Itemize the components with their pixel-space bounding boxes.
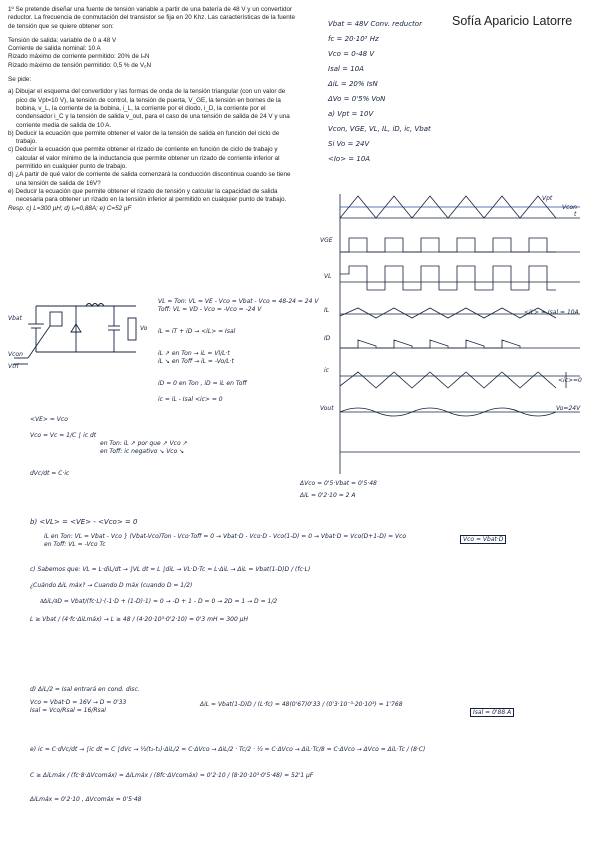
vge-wave bbox=[340, 238, 556, 252]
note-line: ΔiL = 20% IsN bbox=[328, 80, 378, 88]
note-line: Isal = 10A bbox=[328, 65, 364, 73]
label-vl: VL bbox=[324, 273, 332, 280]
note-line: Vco = Vbat·D = 16V → D = 0'33 bbox=[30, 699, 127, 706]
note-line: ΔVco = 0'5·Vbat = 0'5·48 bbox=[300, 480, 377, 487]
note-line: iL = iT + iD → <iL> = Isal bbox=[158, 328, 236, 335]
note-line: iD = 0 en Ton , iD = iL en Toff bbox=[158, 380, 247, 387]
note-line: c) Sabemos que: VL = L·diL/dt → ∫VL dt = L ∫diL → VL·D·Tc = L·ΔiL → ΔiL = Vbat(1-D)D / (fc·L) bbox=[30, 566, 311, 573]
note-line: en Toff: ic negativo ↘ Vco ↘ bbox=[100, 448, 185, 455]
label-ic: ic bbox=[324, 367, 329, 374]
problem-intro: 1º Se pretende diseñar una fuente de tensión variable a partir de una batería de 48 V y un convertidor reductor. La frecuencia de conmutación del transistor se fija en 20 Khz. Las características de la fuente de tensión que se quiere obtener son: bbox=[8, 6, 296, 30]
label-ic-avg: <ic>=0 bbox=[558, 377, 582, 384]
part-c bbox=[30, 566, 310, 624]
note-line: ∂ΔiL/∂D = Vbat/(fc·L)·(-1·D + (1-D)·1) = 0 → -D + 1 - D = 0 → 2D = 1 → D = 1/2 bbox=[40, 598, 278, 605]
id-wave bbox=[340, 340, 520, 348]
note-line: iL ↘ en Toff → iL = -Vo/L·t bbox=[158, 358, 234, 365]
part-e bbox=[30, 746, 425, 804]
label-vo24: Vo=24V bbox=[556, 405, 581, 412]
label-vbat-circuit: Vbat bbox=[8, 315, 22, 322]
note-line: en Ton: iL ↗ por que ↗ Vco ↗ bbox=[100, 440, 188, 447]
label-vcon-circuit: Vcon bbox=[8, 351, 23, 358]
problem-statement bbox=[8, 6, 298, 213]
note-line: d) ΔiL/2 = Isal entrará en cond. disc. bbox=[30, 686, 140, 693]
note-line: Isal = Vco/Rsal = 16/Rsal bbox=[30, 707, 106, 714]
note-line: ΔiL = 0'2·10 = 2 A bbox=[300, 492, 356, 499]
label-id: ID bbox=[324, 335, 331, 342]
note-line: ΔVo = 0'5% VoN bbox=[328, 95, 386, 103]
waveform-diagram bbox=[318, 190, 590, 480]
note-line: ic = iL - Isal <ic> = 0 bbox=[158, 396, 223, 403]
label-vpt: Vpt bbox=[542, 195, 553, 202]
note-line: <VE> = Vco bbox=[30, 416, 68, 423]
note-line: Toff: VL = VD - Vco = -Vco = -24 V bbox=[158, 306, 262, 313]
label-vge: VGE bbox=[320, 237, 333, 244]
notes-middle bbox=[158, 298, 318, 404]
note-line: dVc/dt = C·ic bbox=[30, 470, 70, 477]
spec-line: Tensión de salida: variable de 0 a 48 V bbox=[8, 36, 117, 44]
note-line: iL en Ton: VL = Vbat - Vco } (Vbat-Vco)Ton - Vco·Toff = 0 → Vbat·D - Vco·D - Vco(1-D) = 0 → Vbat·D = Vco(D+1-D) = Vco bbox=[44, 533, 407, 540]
note-line: Vco = Vc = 1/C ∫ ic dt bbox=[30, 432, 97, 439]
note-line: iL ↗ en Ton → iL = Vl/L·t bbox=[158, 350, 230, 357]
note-line: a) Vpt = 10V bbox=[328, 110, 374, 118]
spec-line: Rizado máximo de corriente permitido: 20% de IₙN bbox=[8, 53, 150, 61]
note-line: ΔiLmáx = 0'2·10 , ΔVcomáx = 0'5·48 bbox=[30, 796, 142, 803]
note-line: Vcon, VGE, VL, IL, iD, ic, Vbat bbox=[328, 125, 431, 133]
notes-right bbox=[328, 20, 431, 164]
author-name: Sofía Aparicio Latorre bbox=[452, 14, 573, 28]
buck-circuit-schematic bbox=[6, 292, 156, 370]
spec-line: Corriente de salida nominal: 10 A bbox=[8, 45, 101, 53]
note-line: en Toff: VL = -Vco Tc bbox=[44, 541, 106, 548]
note-line: ΔiL = Vbat(1-D)D / (L·fc) = 48(0'67)0'33 / (0'3·10⁻³·20·10³) = 1'768 bbox=[200, 701, 403, 708]
note-line: Si Vo = 24V bbox=[328, 140, 370, 148]
note-line: b) <VL> = <VE> - <Vco> = 0 bbox=[30, 518, 138, 526]
note-line: e) ic = C·dVc/dt → ∫ic dt = C ∫dVc → ½(t₂-t₁)·ΔiL/2 = C·ΔVco → ΔiL/2 · Tc/2 · ½ = C·ΔVco → ΔiL·Tc/8 = C·ΔVco → ΔVco = ΔiL·Tc / (8·C) bbox=[30, 746, 426, 753]
label-il-avg: <iL> = Isal = 10A bbox=[524, 309, 579, 316]
part-d bbox=[30, 686, 514, 717]
note-line: L ≥ Vbat / (4·fc·ΔiLmáx) → L ≥ 48 / (4·20·10³·0'2·10) = 0'3 mH = 300 µH bbox=[30, 616, 249, 623]
note-line: Vbat = 48V Conv. reductor bbox=[328, 20, 422, 28]
label-vtri-circuit: Vtri bbox=[8, 363, 19, 370]
spec-line: Rizado máximo de tensión permitido: 0,5 % de VₒN bbox=[8, 61, 152, 69]
vl-wave bbox=[340, 266, 556, 290]
label-il: IL bbox=[324, 307, 330, 314]
delta-notes bbox=[300, 480, 377, 500]
note-line: fc = 20·10³ Hz bbox=[328, 35, 379, 43]
ic-wave bbox=[340, 372, 556, 388]
note-line: C ≥ ΔiLmáx / (fc·8·ΔVcomáx) = ΔiLmáx / (8fc·ΔVcomáx) = 0'2·10 / (8·20·10³·0'5·48) = 52'1 µF bbox=[30, 772, 314, 779]
question-c: c) Deducir la ecuación que permite obtener el rizado de corriente en función de ciclo de trabajo y calcular el valor mínimo de la inductancia que permite obtener un rizado de corriente inferior al permitido en cualquier punto de trabajo. bbox=[8, 146, 280, 171]
notes-left bbox=[30, 416, 188, 478]
note-line: ¿Cuándo ΔiL máx? → Cuando D máx (cuando D = 1/2) bbox=[30, 582, 193, 589]
question-d: d) ¿A partir de qué valor de corriente de salida comenzará la conducción discontinua cuando se tiene una tensión de salida de 16V? bbox=[8, 171, 291, 187]
question-b: b) Deducir la ecuación que permite obtener el valor de la tensión de salida en función del ciclo de trabajo. bbox=[8, 129, 280, 146]
label-t: t bbox=[574, 211, 577, 218]
part-b bbox=[30, 518, 506, 548]
answers-line: Resp. c) L=300 µH; d) Iₒ=0,88A; e) C=52 µF bbox=[8, 204, 132, 212]
label-vout: Vout bbox=[320, 405, 334, 412]
result-vco: Vco = Vbat·D bbox=[460, 535, 506, 544]
result-isal: Isal = 0'88 A bbox=[470, 708, 514, 717]
label-vo-circuit: Vo bbox=[140, 325, 148, 332]
question-a: a) Dibujar el esquema del convertidor y las formas de onda de la tensión triangular (con un valor de pico de Vpt=10 V), la tensión de control, la tensión de puerta, V_GE, la tensión en bornes de la bobina, v_L, la corriente de la bobina, i_L, la corriente por el diodo, i_D, la corriente por el condensador i_C y la tensión de salida v_out, para el caso de una tensión de salida de 24 V y una corriente media de salida de 10 A. bbox=[8, 88, 290, 129]
ask-label: Se pide: bbox=[8, 76, 32, 84]
label-vcon: Vcon bbox=[562, 204, 577, 211]
note-line: VL = Ton: VL = VE - Vco = Vbat - Vco = 48-24 = 24 V bbox=[158, 298, 319, 305]
note-line: Vco = 0-48 V bbox=[328, 50, 375, 58]
note-line: <Io> = 10A bbox=[328, 155, 371, 163]
question-e: e) Deducir la ecuación que permite obtener el rizado de tensión y calcular la capacidad de salida necesaria para obtener un rizado en la tensión inferior al permitido en cualquier punto de trabajo. bbox=[8, 187, 287, 204]
